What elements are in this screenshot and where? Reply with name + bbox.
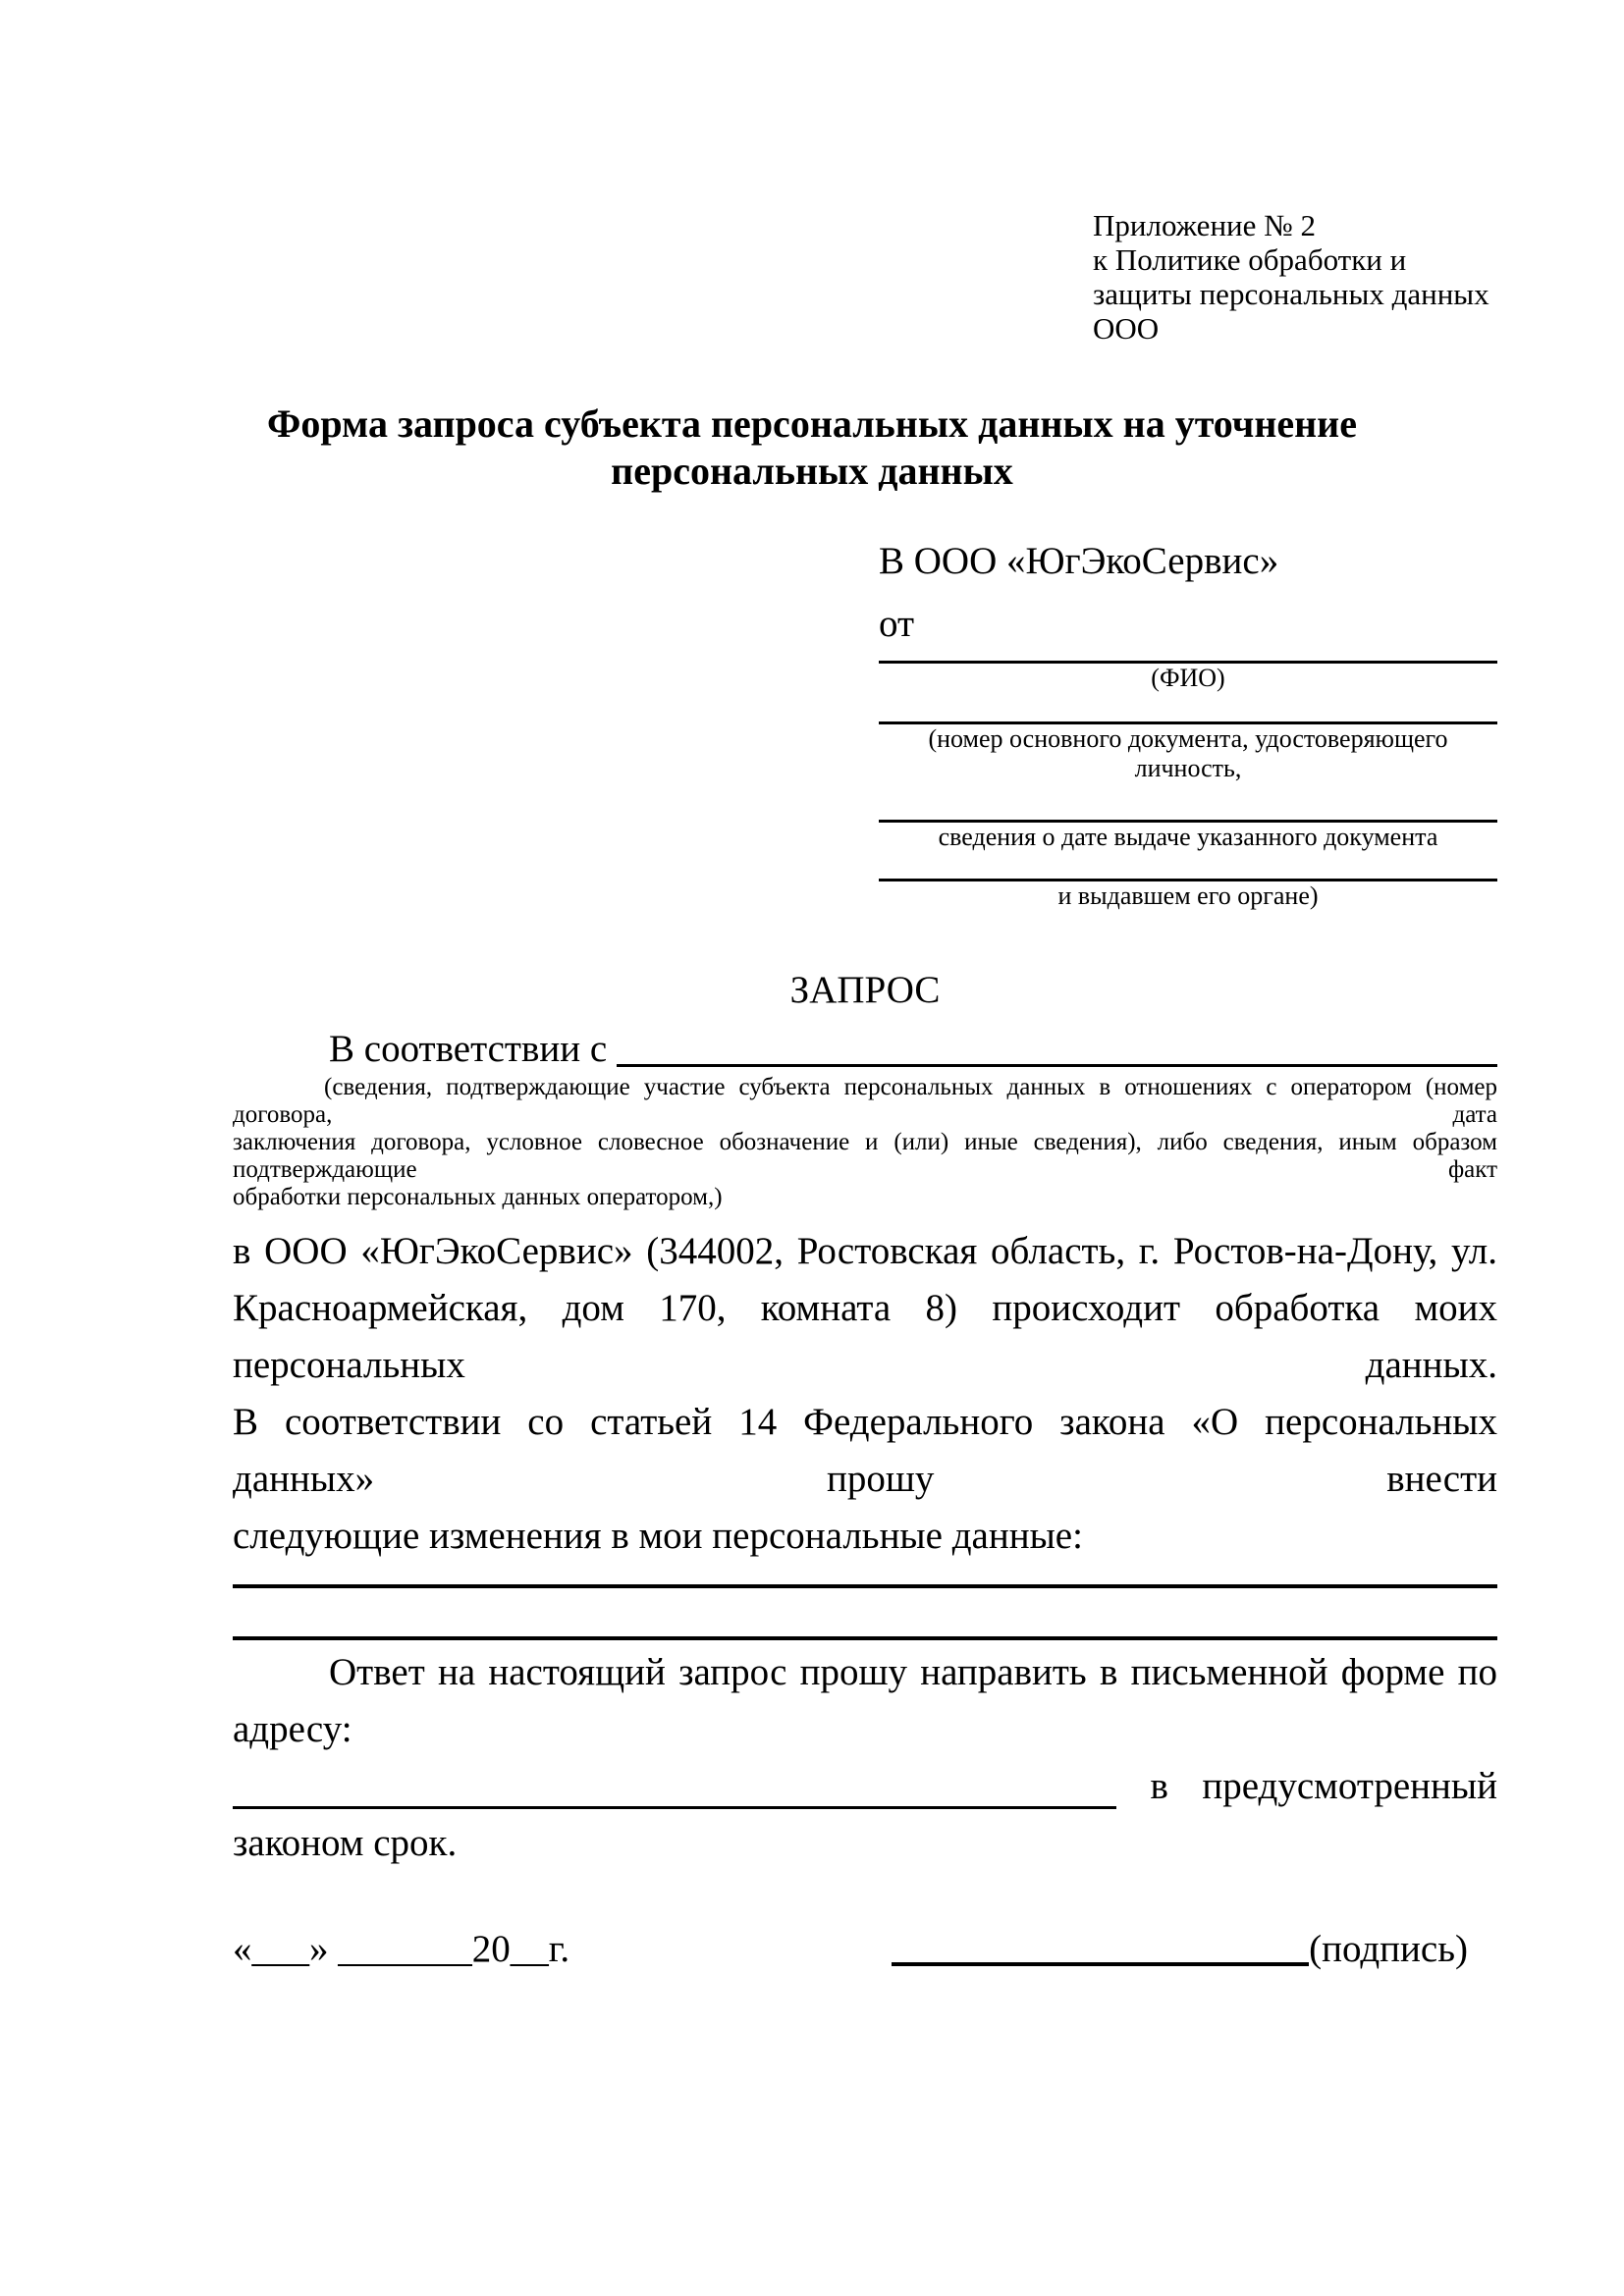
appendix-line: к Политике обработки и: [1093, 242, 1407, 277]
appendix-line: защиты персональных данных: [1093, 277, 1489, 311]
appendix-line: Приложение № 2: [1093, 208, 1316, 242]
signature-group: [892, 1927, 1468, 1972]
appendix-note: [1093, 208, 1497, 346]
body-line: следующие изменения в мои персональные данные:: [233, 1515, 1083, 1557]
changes-blank-line-2: [233, 1588, 1497, 1640]
signature-blank-line: [892, 1962, 1309, 1966]
document-number-blank-line: [879, 693, 1497, 724]
answer-line: законом срок.: [233, 1822, 458, 1864]
accordance-blank-line: [617, 1064, 1497, 1067]
body-paragraph: [233, 1223, 1497, 1565]
issuing-authority-caption: и выдавшем его органе): [1057, 881, 1319, 910]
answer-word: предусмотренный: [1202, 1765, 1497, 1807]
document-title: Форма запроса субъекта персональных данных на уточнение персональных данных: [267, 401, 1357, 493]
issue-date-caption: сведения о дате выдаче указанного документа: [938, 823, 1438, 851]
body-line: Красноармейская, дом 170, комната 8) происходит обработка моих персональных данных.: [233, 1287, 1497, 1386]
fio-caption: (ФИО): [1151, 664, 1225, 692]
issuing-authority-blank-line: [879, 852, 1497, 881]
body-line: В соответствии со статьей 14 Федерального закона «О персональных данных» прошу внести: [233, 1401, 1497, 1500]
addressee-to: В ООО «ЮгЭкоСервис»: [879, 540, 1279, 582]
issue-date-blank-line: [879, 783, 1497, 823]
request-heading: ЗАПРОС: [789, 969, 941, 1011]
signature-caption: (подпись): [1309, 1928, 1468, 1970]
address-row: [233, 1758, 1497, 1815]
answer-line: Ответ на настоящий запрос прошу направить в письменной форме по адресу:: [233, 1651, 1497, 1750]
accordance-row: [233, 1027, 1497, 1072]
answer-word: в: [1150, 1765, 1168, 1807]
explanatory-note: [233, 1074, 1497, 1211]
explanatory-note-line: заключения договора, условное словесное обозначение и (или) иные сведения), либо сведения, иным образом подтверждающие факт: [233, 1129, 1497, 1183]
address-blank-line: [233, 1806, 1116, 1809]
accordance-label: В соответствии с: [329, 1028, 608, 1070]
explanatory-note-line: обработки персональных данных оператором,): [233, 1184, 723, 1210]
date-blank: «___» _______20__г.: [233, 1928, 570, 1970]
footer: [233, 1927, 1497, 1972]
addressee-block: [879, 540, 1497, 911]
body-line: в ООО «ЮгЭкоСервис» (344002, Ростовская область, г. Ростов-на-Дону, ул.: [233, 1230, 1497, 1272]
document-number-caption: (номер основного документа, удостоверяющего личность,: [928, 724, 1448, 782]
appendix-line: ООО: [1093, 311, 1160, 346]
fio-blank-line: [879, 646, 1497, 664]
answer-paragraph: [233, 1644, 1497, 1872]
explanatory-note-line: (сведения, подтверждающие участие субъекта персональных данных в отношениях с оператором (номер договора, дата: [233, 1074, 1497, 1128]
changes-blank-line-1: [233, 1565, 1497, 1588]
addressee-from-label: от: [879, 603, 915, 645]
